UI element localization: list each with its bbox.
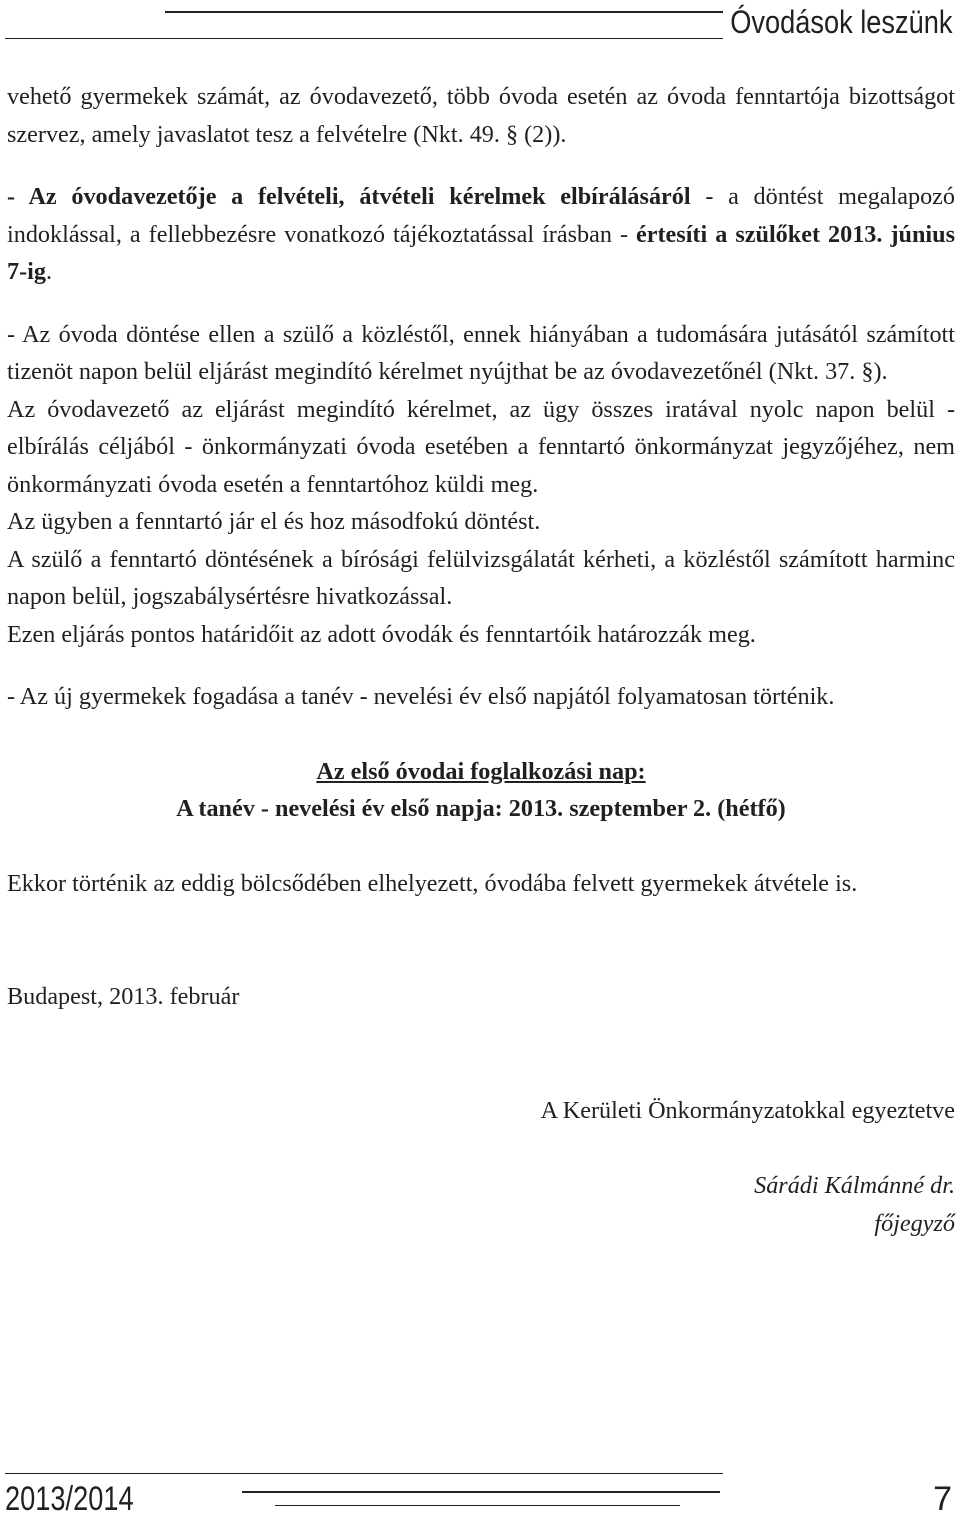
footer-rule-mid — [242, 1491, 720, 1493]
paragraph-forwarding: Az óvodavezető az eljárást megindító kérelmet, az ügy összes iratával nyolc napon belül - elbírálás céljából - önkormányzati óvoda esetében a fenntartó önkormányzat jegyzőjéhez, nem önkormányzati óvoda esetén a fenntartóhoz küldi meg. — [7, 395, 955, 498]
agreement-note: A Kerületi Önkormányzatokkal egyeztetve — [540, 1096, 955, 1124]
paragraph-nursery-transfer: Ekkor történik az eddig bölcsődében elhelyezett, óvodába felvett gyermekek átvétele is. — [7, 869, 858, 897]
paragraph-continuation: vehető gyermekek számát, az óvodavezető, több óvoda esetén az óvoda fenntartója bizottságot szervez, amely javaslatot tesz a felvételre (Nkt. 49. § (2)). — [7, 83, 955, 148]
signer-name: Sárádi Kálmánné dr. — [754, 1172, 955, 1199]
footer-rule-top — [5, 1473, 723, 1474]
place-date: Budapest, 2013. február — [7, 983, 240, 1010]
footer-year: 2013/2014 — [5, 1480, 134, 1518]
paragraph-deadlines: Ezen eljárás pontos határidőit az adott óvodák és fenntartóik határozzák meg. — [7, 620, 756, 648]
first-day-heading: Az első óvodai foglalkozási nap: — [316, 757, 646, 785]
signer-title: főjegyző — [874, 1209, 955, 1237]
notification-bold-lead: - Az óvodavezetője a felvételi, átvételi kérelmek elbírálásáról — [7, 183, 691, 210]
notification-deadline: értesíti a szülőket 2013. június 7-ig — [7, 220, 956, 285]
notification-text: - a döntést megalapozó indoklással, a fellebbezésre vonatkozó tájékoztatással írásban - — [7, 183, 956, 248]
header-title: Óvodások leszünk — [729, 4, 952, 40]
page-number: 7 — [933, 1480, 952, 1518]
paragraph-second-instance: Az ügyben a fenntartó jár el és hoz másodfokú döntést. — [7, 508, 541, 535]
page-footer — [0, 1470, 960, 1521]
paragraph-appeal: - Az óvoda döntése ellen a szülő a közléstől, ennek hiányában a tudomására jutásától számított tizenöt napon belül eljárást megindító kérelmet nyújthat be az óvodavezetőnél (Nkt. 37. §). — [7, 320, 955, 385]
page-header — [0, 0, 960, 52]
paragraph-judicial-review: A szülő a fenntartó döntésének a bírósági felülvizsgálatát kérheti, a közléstől számított harminc napon belül, jogszabálysértésre hivatkozással. — [7, 545, 955, 610]
paragraph-new-children: - Az új gyermekek fogadása a tanév - nevelési év első napjától folyamatosan történik. — [7, 683, 835, 710]
header-rule-top — [165, 11, 723, 13]
first-day-date: A tanév - nevelési év első napja: 2013. szeptember 2. (hétfő) — [176, 795, 786, 822]
paragraph-notification: - Az óvodavezetője a felvételi, átvételi kérelmek elbírálásáról - a döntést megalapozó indoklással, a fellebbezésre vonatkozó tájékoztatással írásban - értesíti a szülőket 2013. június 7-ig. — [7, 183, 956, 285]
header-rule-bottom — [5, 38, 723, 39]
page-body — [7, 78, 955, 1242]
footer-rule-low — [275, 1505, 680, 1506]
